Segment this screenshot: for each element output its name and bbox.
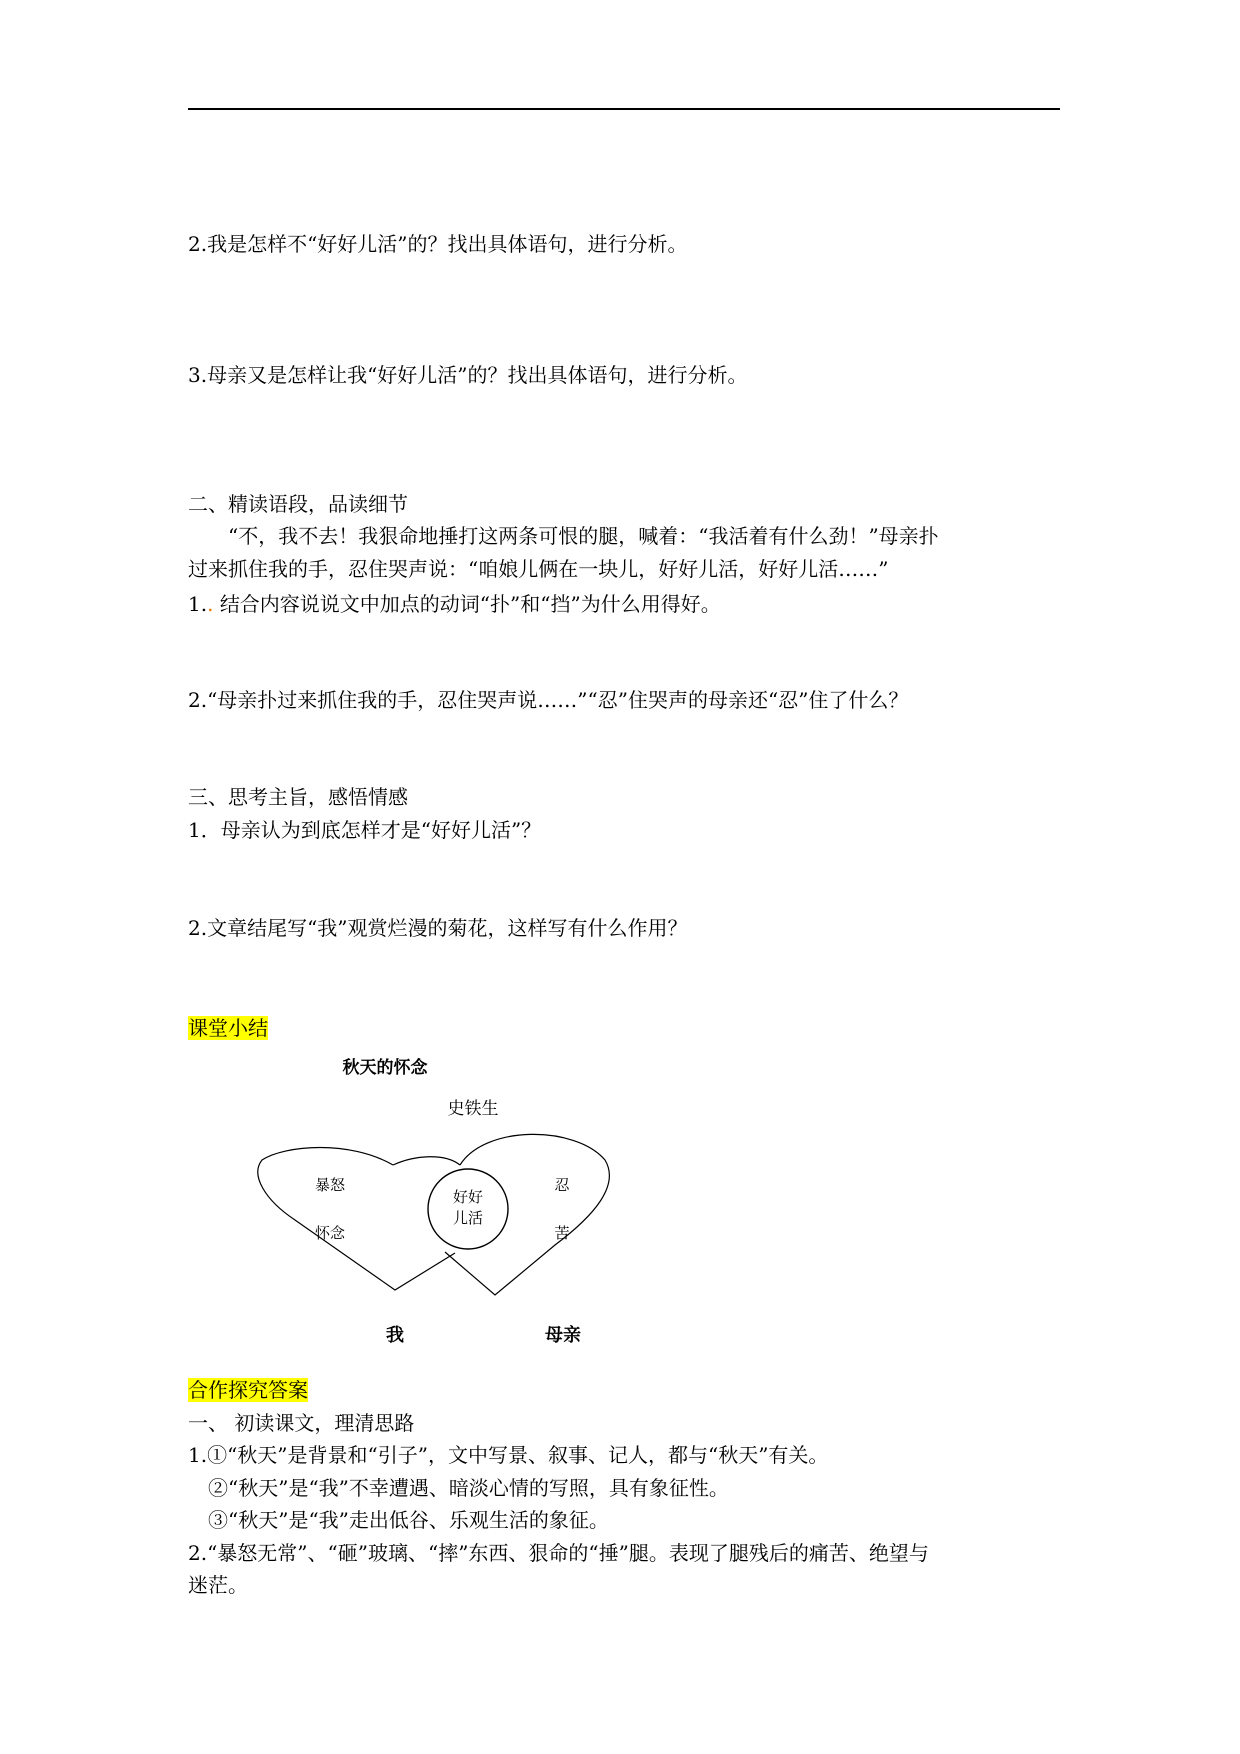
answer-2-line-1: 2.“暴怒无常”、“砸”玻璃、“摔”东西、狠命的“捶”腿。表现了腿残后的痛苦、绝望与 xyxy=(188,1541,929,1565)
answer-1-1: 1.①“秋天”是背景和“引子”，文中写景、叙事、记人，都与“秋天”有关。 xyxy=(188,1443,829,1467)
right-label: 母亲 xyxy=(545,1325,581,1346)
question-number: 1. xyxy=(188,592,208,616)
section-2-heading: 二、精读语段，品读细节 xyxy=(188,492,408,516)
section-3-question-1: 1．母亲认为到底怎样才是“好好儿活”？ xyxy=(188,818,542,842)
heart-join-line xyxy=(393,1157,460,1165)
left-word-1: 暴怒 xyxy=(314,1176,346,1194)
diagram-author: 史铁生 xyxy=(447,1099,499,1119)
left-label: 我 xyxy=(386,1325,404,1346)
answer-1-3: ③“秋天”是“我”走出低谷、乐观生活的象征。 xyxy=(208,1508,609,1532)
emphasis-dot: . xyxy=(207,592,214,616)
section-2-question-2: 2.“母亲扑过来抓住我的手，忍住哭声说……”“忍”住哭声的母亲还“忍”住了什么？ xyxy=(188,688,909,712)
answer-2-line-2: 迷茫。 xyxy=(188,1573,248,1597)
right-word-2: 苦 xyxy=(554,1224,570,1242)
question-3: 3.母亲又是怎样让我“好好儿活”的？找出具体语句，进行分析。 xyxy=(188,363,748,387)
passage-line-2: 过来抓住我的手，忍住哭声说：“咱娘儿俩在一块儿，好好儿活，好好儿活……” xyxy=(188,557,889,581)
diagram-title: 秋天的怀念 xyxy=(342,1058,428,1078)
answers-heading: 一、 初读课文，理清思路 xyxy=(188,1411,415,1435)
answer-1-2: ②“秋天”是“我”不幸遭遇、暗淡心情的写照，具有象征性。 xyxy=(208,1476,729,1500)
center-word-2: 儿活 xyxy=(452,1209,484,1227)
center-word-1: 好好 xyxy=(452,1188,484,1206)
summary-label xyxy=(188,1014,268,1042)
question-2: 2.我是怎样不“好好儿活”的？找出具体语句，进行分析。 xyxy=(188,232,688,256)
answers-label xyxy=(188,1376,308,1404)
summary-label-text: 课堂小结 xyxy=(188,1016,268,1040)
header-rule xyxy=(188,108,1060,110)
summary-diagram xyxy=(255,1045,715,1355)
passage-line-1: “不，我不去！我狠命地捶打这两条可恨的腿，喊着：“我活着有什么劲！”母亲扑 xyxy=(228,524,939,548)
section-2-question-1 xyxy=(188,590,721,618)
section-3-heading: 三、思考主旨，感悟情感 xyxy=(188,785,408,809)
question-text: 结合内容说说文中加点的动词“扑”和“挡”为什么用得好。 xyxy=(219,592,721,616)
left-word-2: 怀念 xyxy=(314,1224,346,1242)
answers-label-text: 合作探究答案 xyxy=(188,1378,308,1402)
section-3-question-2: 2.文章结尾写“我”观赏烂漫的菊花，这样写有什么作用？ xyxy=(188,916,688,940)
right-word-1: 忍 xyxy=(554,1176,570,1194)
left-heart-shape xyxy=(258,1148,455,1291)
